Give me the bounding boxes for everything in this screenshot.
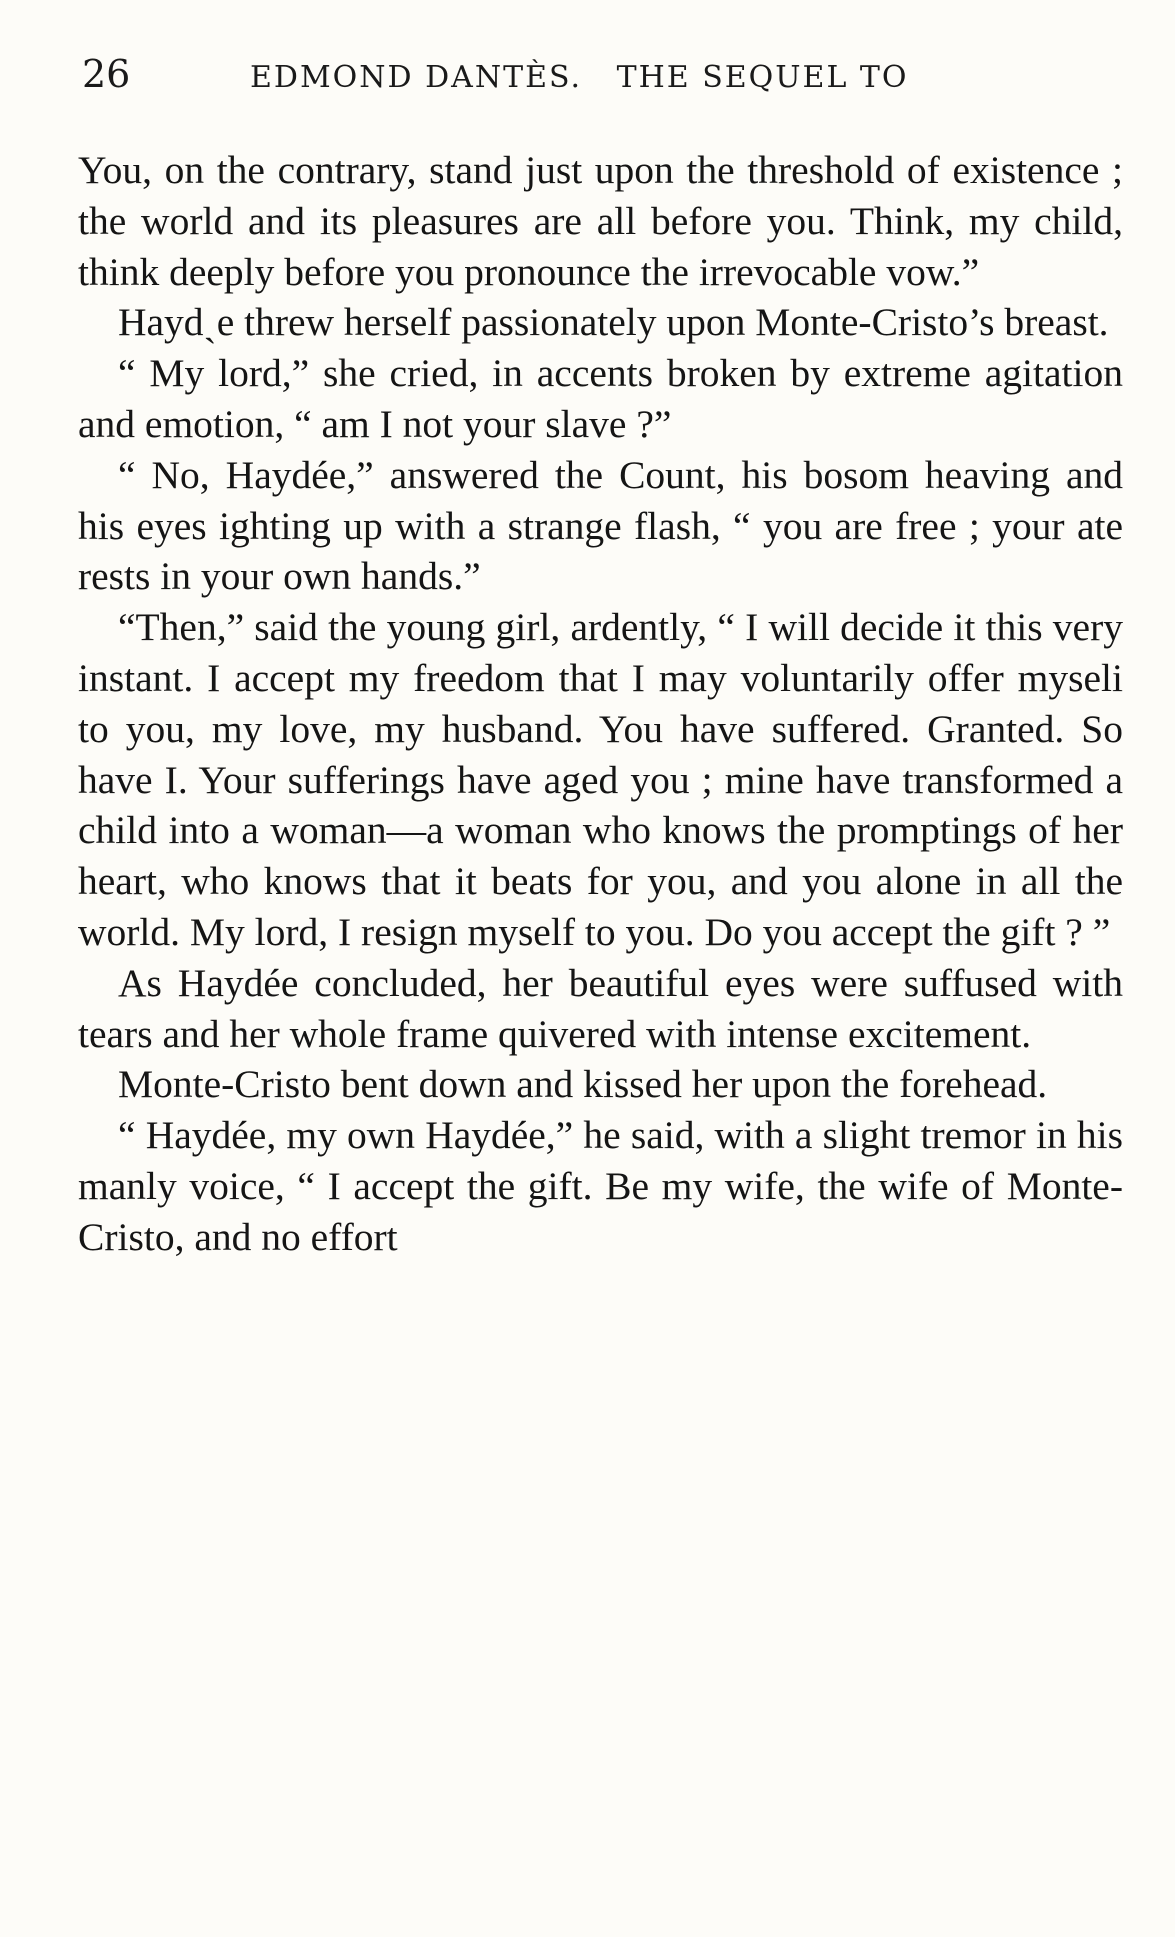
paragraph: Monte-Cristo bent down and kissed her upon the forehead. <box>118 1062 1048 1107</box>
page-number: 26 <box>82 52 131 96</box>
running-head <box>80 44 1130 104</box>
paragraph: Haydˎe threw herself passionately upon Monte-Cristo’s breast. <box>118 300 1109 345</box>
paragraph: “Then,” said the young girl, ardently, “ I will decide it this very instant. I accept my freedom that I may voluntarily offer myseli to you, my love, my husband. You have suffered. Granted. So have I. Your sufferings have aged you ; mine have transformed a child into a woman—a woman who knows the promptings of her heart, who knows that it beats for you, and you alone in all the world. My lord, I resign myself to you. Do you accept the gift ? ” <box>78 605 1123 954</box>
paragraph: “ My lord,” she cried, in accents broken by extreme agitation and emotion, “ am I not your slave ?” <box>78 351 1123 446</box>
paragraph: As Haydée concluded, her beautiful eyes were suffused with tears and her whole frame quivered with intense excitement. <box>78 960 1123 1056</box>
paragraph: “ No, Haydée,” answered the Count, his bosom heaving and his eyes ighting up with a strange flash, “ you are free ; your ate rests in your own hands.” <box>78 452 1123 599</box>
paragraph: You, on the contrary, stand just upon the threshold of existence ; the world and its pleasures are all before you. Think, my child, think deeply before you pronounce the irrevocable vow.” <box>78 148 1123 294</box>
body-text <box>78 145 1123 1263</box>
running-title: EDMOND DANTÈS. THE SEQUEL TO <box>250 60 909 95</box>
paragraph: “ Haydée, my own Haydée,” he said, with a slight tremor in his manly voice, “ I accept the gift. Be my wife, the wife of Monte-Cristo, and no effort <box>78 1113 1123 1259</box>
